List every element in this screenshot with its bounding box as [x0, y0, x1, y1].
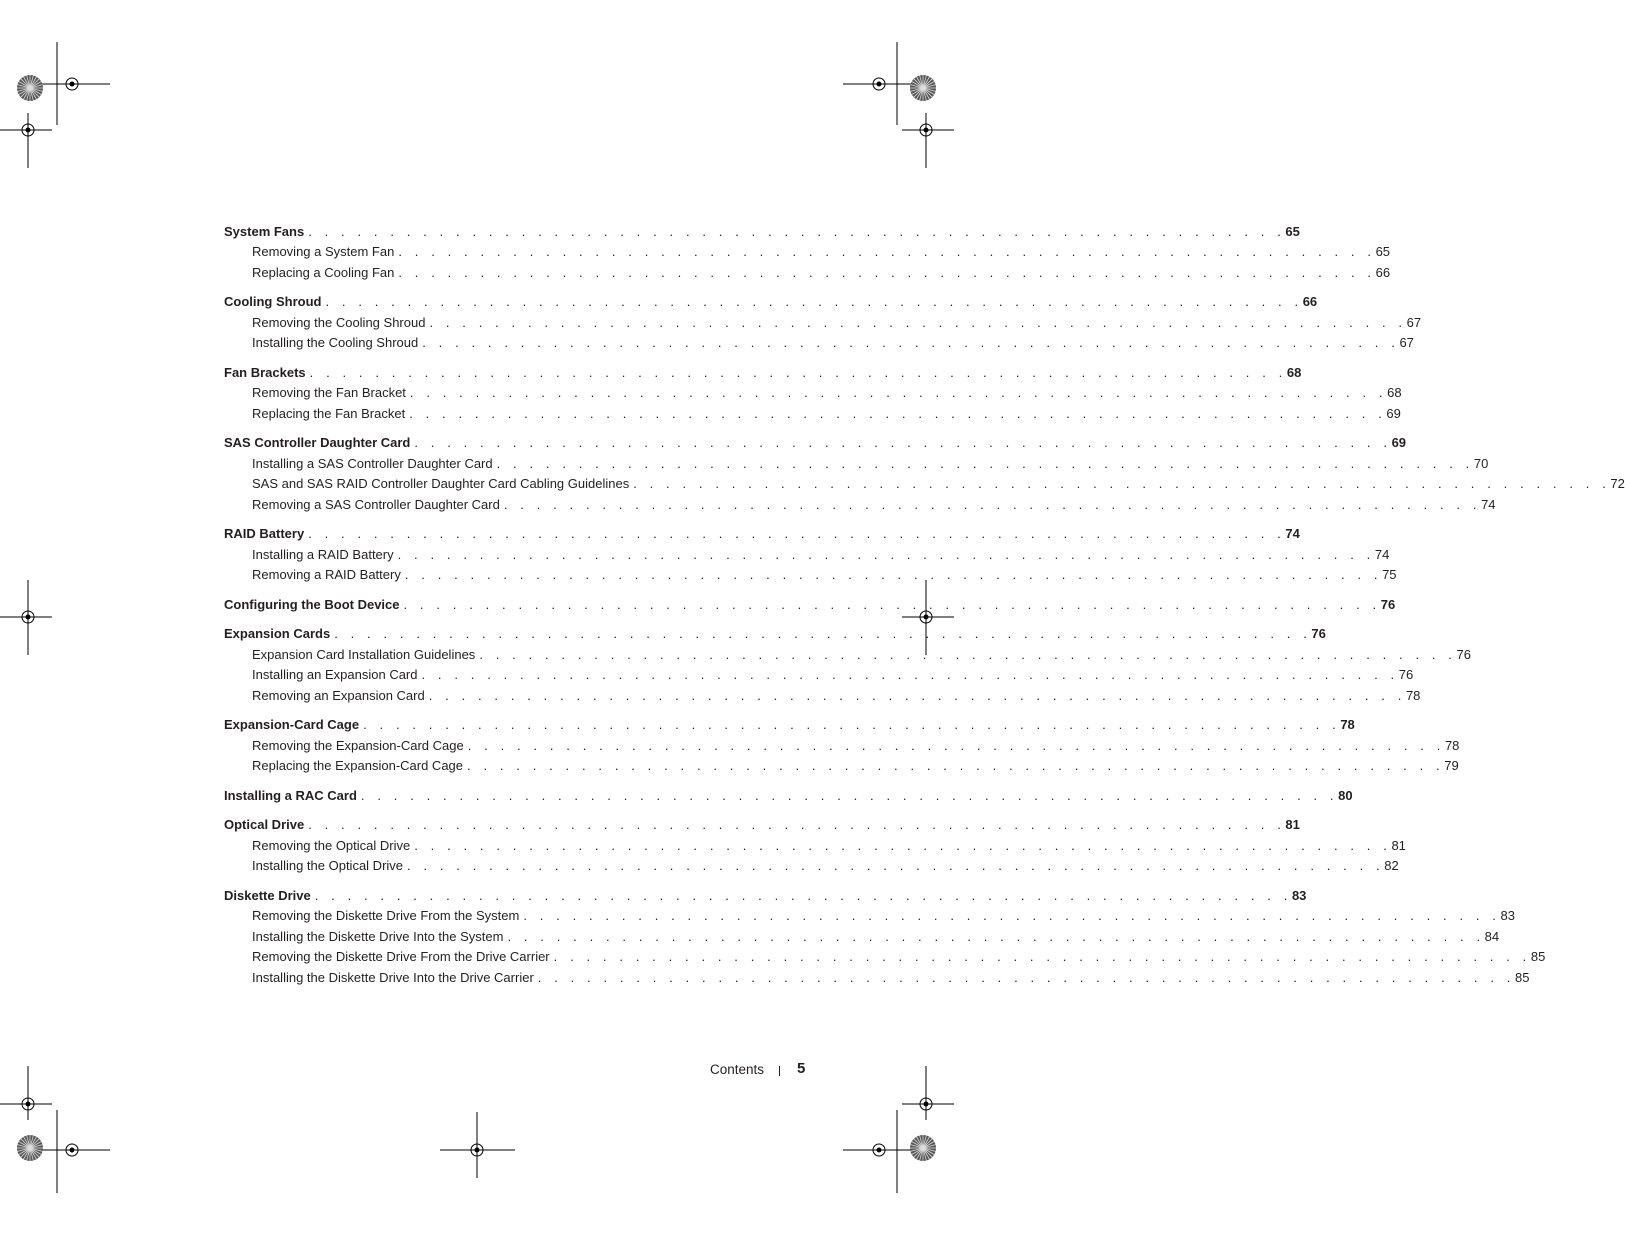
- toc-entry-title: Installing a SAS Controller Daughter Card: [252, 455, 493, 471]
- toc-subsection-entry[interactable]: [224, 491, 1496, 512]
- toc-entry-title: Installing the Cooling Shroud: [252, 335, 419, 350]
- toc-leader-dots: . . . . . . . . . . . . . . . . . . . . . . . . . . . . . . . . . . . . . . . . . . . . . . . . . . . . . . . . . . . .: [308, 817, 1286, 832]
- toc-subsection-entry[interactable]: [224, 964, 1530, 985]
- toc-entry-page: 72: [1610, 476, 1625, 491]
- toc-subsection-entry[interactable]: [224, 753, 1459, 774]
- toc-entry-page: 65: [1375, 244, 1391, 259]
- toc-entry-title: Installing a RAC Card: [224, 787, 357, 803]
- toc-subsection-entry[interactable]: [224, 330, 1414, 351]
- toc-leader-dots: . . . . . . . . . . . . . . . . . . . . . . . . . . . . . . . . . . . . . . . . . . . . . . . . . . . . . . . . . . . .: [309, 364, 1287, 380]
- toc-leader-dots: . . . . . . . . . . . . . . . . . . . . . . . . . . . . . . . . . . . . . . . . . . . . . . . . . . . . . . . . . . . .: [409, 385, 1388, 400]
- toc-entry-title: Removing the Fan Bracket: [252, 385, 406, 400]
- toc-entry-page: 85: [1530, 949, 1546, 964]
- toc-entry-page: 67: [1406, 314, 1422, 330]
- toc-entry-title: Removing the Cooling Shroud: [252, 314, 426, 330]
- toc-leader-dots: . . . . . . . . . . . . . . . . . . . . . . . . . . . . . . . . . . . . . . . . . . . . . . . . . . . . . . . . . . . .: [507, 928, 1485, 944]
- toc-leader-dots: . . . . . . . . . . . . . . . . . . . . . . . . . . . . . . . . . . . . . . . . . . . . . . . . . . . . . . . . . . . .: [409, 405, 1387, 421]
- toc-leader-dots: . . . . . . . . . . . . . . . . . . . . . . . . . . . . . . . . . . . . . . . . . . . . . . . . . . . . . . . . . . . .: [398, 244, 1376, 259]
- toc-entry-page: 70: [1473, 455, 1489, 471]
- toc-entry-page: 78: [1340, 717, 1355, 732]
- toc-entry-title: Removing a SAS Controller Daughter Card: [252, 496, 500, 512]
- toc-entry-page: 69: [1391, 435, 1407, 450]
- toc-entry-title: Expansion Cards: [224, 626, 331, 641]
- toc-subsection-entry[interactable]: [224, 400, 1401, 421]
- toc-entry-title: Installing a RAID Battery: [252, 546, 394, 562]
- toc-leader-dots: . . . . . . . . . . . . . . . . . . . . . . . . . . . . . . . . . . . . . . . . . . . . . . . . . . . . . . . . . . . .: [503, 496, 1482, 512]
- toc-subsection-entry[interactable]: [224, 832, 1406, 853]
- toc-entry-page: 76: [1380, 596, 1396, 612]
- toc-entry-page: 78: [1444, 737, 1460, 753]
- toc-entry-title: Removing the Diskette Drive From the System: [252, 908, 520, 923]
- toc-leader-dots: . . . . . . . . . . . . . . . . . . . . . . . . . . . . . . . . . . . . . . . . . . . . . . . . . . . . . . . . . . . .: [398, 264, 1376, 280]
- toc-leader-dots: . . . . . . . . . . . . . . . . . . . . . . . . . . . . . . . . . . . . . . . . . . . . . . . . . . . . . . . . . . . .: [404, 567, 1383, 582]
- toc-entry-page: 83: [1500, 908, 1515, 923]
- toc-leader-dots: . . . . . . . . . . . . . . . . . . . . . . . . . . . . . . . . . . . . . . . . . . . . . . . . . . . . . . . . . . . .: [467, 737, 1445, 753]
- toc-section-entry[interactable]: [224, 591, 1396, 612]
- toc-subsection-entry[interactable]: [224, 944, 1546, 965]
- toc-entry-page: 66: [1375, 264, 1391, 280]
- toc-subsection-entry[interactable]: [224, 562, 1397, 583]
- toc-section-entry[interactable]: [224, 218, 1300, 239]
- toc-entry-page: 67: [1399, 335, 1414, 350]
- toc-leader-dots: . . . . . . . . . . . . . . . . . . . . . . . . . . . . . . . . . . . . . . . . . . . . . . . . . . . . . . . . . . . .: [397, 546, 1375, 562]
- toc-entry-page: 76: [1456, 646, 1471, 662]
- toc-subsection-entry[interactable]: [224, 471, 1625, 492]
- color-star-target-icon: [910, 1135, 936, 1161]
- toc-leader-dots: . . . . . . . . . . . . . . . . . . . . . . . . . . . . . . . . . . . . . . . . . . . . . . . . . . . . . . . . . . . .: [325, 294, 1303, 309]
- toc-leader-dots: . . . . . . . . . . . . . . . . . . . . . . . . . . . . . . . . . . . . . . . . . . . . . . . . . . . . . . . . . . . .: [523, 908, 1501, 923]
- toc-leader-dots: . . . . . . . . . . . . . . . . . . . . . . . . . . . . . . . . . . . . . . . . . . . . . . . . . . . . . . . . . . . .: [308, 526, 1286, 541]
- toc-leader-dots: . . . . . . . . . . . . . . . . . . . . . . . . . . . . . . . . . . . . . . . . . . . . . . . . . . . . . . . . . . . .: [403, 596, 1381, 612]
- toc-section-entry[interactable]: [224, 812, 1300, 833]
- toc-section-entry[interactable]: [224, 782, 1353, 803]
- toc-leader-dots: . . . . . . . . . . . . . . . . . . . . . . . . . . . . . . . . . . . . . . . . . . . . . . . . . . . . . . . . . . . .: [467, 758, 1445, 773]
- toc-subsection-entry[interactable]: [224, 853, 1399, 874]
- toc-entry-title: Removing a RAID Battery: [252, 567, 401, 582]
- toc-entry-title: System Fans: [224, 223, 305, 239]
- toc-section-entry[interactable]: [224, 430, 1407, 451]
- footer-section-title: Contents: [710, 1062, 765, 1077]
- toc-entry-title: SAS Controller Daughter Card: [224, 435, 411, 450]
- table-of-contents: [224, 218, 1625, 985]
- toc-entry-title: RAID Battery: [224, 526, 305, 541]
- toc-entry-page: 75: [1382, 567, 1397, 582]
- toc-entry-title: Installing the Optical Drive: [252, 858, 404, 873]
- toc-subsection-entry[interactable]: [224, 380, 1402, 401]
- toc-subsection-entry[interactable]: [224, 259, 1391, 280]
- page-number: 5: [797, 1060, 806, 1077]
- toc-subsection-entry[interactable]: [224, 732, 1460, 753]
- toc-entry-title: SAS and SAS RAID Controller Daughter Card Cabling Guidelines: [252, 476, 630, 491]
- toc-entry-page: 85: [1515, 969, 1530, 985]
- toc-leader-dots: . . . . . . . . . . . . . . . . . . . . . . . . . . . . . . . . . . . . . . . . . . . . . . . . . . . . . . . . . . . .: [314, 887, 1292, 903]
- toc-leader-dots: . . . . . . . . . . . . . . . . . . . . . . . . . . . . . . . . . . . . . . . . . . . . . . . . . . . . . . . . . . . .: [363, 717, 1341, 732]
- toc-leader-dots: . . . . . . . . . . . . . . . . . . . . . . . . . . . . . . . . . . . . . . . . . . . . . . . . . . . . . . . . . . . .: [407, 858, 1385, 873]
- toc-entry-page: 82: [1384, 858, 1399, 873]
- toc-entry-page: 76: [1311, 626, 1326, 641]
- toc-entry-page: 78: [1405, 687, 1421, 703]
- toc-leader-dots: . . . . . . . . . . . . . . . . . . . . . . . . . . . . . . . . . . . . . . . . . . . . . . . . . . . . . . . . . . . .: [414, 837, 1392, 853]
- toc-entry-title: Removing the Diskette Drive From the Drive Carrier: [252, 949, 550, 964]
- color-star-target-icon: [17, 1135, 43, 1161]
- toc-leader-dots: . . . . . . . . . . . . . . . . . . . . . . . . . . . . . . . . . . . . . . . . . . . . . . . . . . . . . . . . . . . .: [428, 687, 1406, 703]
- toc-leader-dots: . . . . . . . . . . . . . . . . . . . . . . . . . . . . . . . . . . . . . . . . . . . . . . . . . . . . . . . . . . . .: [633, 476, 1611, 491]
- toc-subsection-entry[interactable]: [224, 682, 1421, 703]
- toc-entry-title: Removing a System Fan: [252, 244, 395, 259]
- toc-leader-dots: . . . . . . . . . . . . . . . . . . . . . . . . . . . . . . . . . . . . . . . . . . . . . . . . . . . . . . . . . . . .: [360, 787, 1339, 803]
- toc-entry-title: Expansion-Card Cage: [224, 717, 360, 732]
- toc-leader-dots: . . . . . . . . . . . . . . . . . . . . . . . . . . . . . . . . . . . . . . . . . . . . . . . . . . . . . . . . . . . .: [479, 646, 1457, 662]
- toc-section-entry[interactable]: [224, 621, 1326, 642]
- toc-entry-title: Cooling Shroud: [224, 294, 322, 309]
- toc-entry-title: Fan Brackets: [224, 364, 306, 380]
- toc-entry-title: Expansion Card Installation Guidelines: [252, 646, 476, 662]
- toc-entry-title: Installing the Diskette Drive Into the System: [252, 928, 504, 944]
- toc-entry-title: Configuring the Boot Device: [224, 596, 400, 612]
- toc-entry-page: 81: [1391, 837, 1406, 853]
- toc-entry-page: 68: [1286, 364, 1302, 380]
- toc-entry-title: Installing an Expansion Card: [252, 667, 418, 682]
- toc-leader-dots: . . . . . . . . . . . . . . . . . . . . . . . . . . . . . . . . . . . . . . . . . . . . . . . . . . . . . . . . . . . .: [553, 949, 1531, 964]
- toc-section-entry[interactable]: [224, 712, 1355, 733]
- toc-entry-page: 79: [1444, 758, 1459, 773]
- toc-entry-page: 74: [1481, 496, 1496, 512]
- toc-entry-title: Optical Drive: [224, 817, 305, 832]
- toc-subsection-entry[interactable]: [224, 541, 1390, 562]
- toc-entry-page: 80: [1338, 787, 1353, 803]
- toc-entry-title: Removing the Expansion-Card Cage: [252, 737, 464, 753]
- toc-entry-title: Replacing a Cooling Fan: [252, 264, 395, 280]
- toc-leader-dots: . . . . . . . . . . . . . . . . . . . . . . . . . . . . . . . . . . . . . . . . . . . . . . . . . . . . . . . . . . . .: [414, 435, 1392, 450]
- toc-entry-title: Replacing the Expansion-Card Cage: [252, 758, 464, 773]
- toc-subsection-entry[interactable]: [224, 309, 1422, 330]
- toc-leader-dots: . . . . . . . . . . . . . . . . . . . . . . . . . . . . . . . . . . . . . . . . . . . . . . . . . . . . . . . . . . . .: [421, 667, 1399, 682]
- toc-entry-page: 69: [1386, 405, 1401, 421]
- toc-entry-page: 83: [1291, 887, 1307, 903]
- footer-separator: [779, 1066, 780, 1076]
- toc-leader-dots: . . . . . . . . . . . . . . . . . . . . . . . . . . . . . . . . . . . . . . . . . . . . . . . . . . . . . . . . . . . .: [537, 969, 1515, 985]
- toc-entry-title: Removing an Expansion Card: [252, 687, 425, 703]
- toc-entry-title: Removing the Optical Drive: [252, 837, 411, 853]
- toc-entry-page: 66: [1302, 294, 1318, 309]
- toc-subsection-entry[interactable]: [224, 903, 1515, 924]
- toc-entry-page: 65: [1285, 223, 1300, 239]
- toc-entry-page: 84: [1484, 928, 1500, 944]
- toc-leader-dots: . . . . . . . . . . . . . . . . . . . . . . . . . . . . . . . . . . . . . . . . . . . . . . . . . . . . . . . . . . . .: [334, 626, 1312, 641]
- toc-section-entry[interactable]: [224, 289, 1318, 310]
- toc-entry-page: 68: [1387, 385, 1402, 400]
- toc-entry-page: 74: [1374, 546, 1390, 562]
- toc-entry-page: 76: [1398, 667, 1414, 682]
- toc-leader-dots: . . . . . . . . . . . . . . . . . . . . . . . . . . . . . . . . . . . . . . . . . . . . . . . . . . . . . . . . . . . .: [429, 314, 1407, 330]
- toc-entry-page: 74: [1285, 526, 1300, 541]
- toc-leader-dots: . . . . . . . . . . . . . . . . . . . . . . . . . . . . . . . . . . . . . . . . . . . . . . . . . . . . . . . . . . . .: [496, 455, 1474, 471]
- toc-leader-dots: . . . . . . . . . . . . . . . . . . . . . . . . . . . . . . . . . . . . . . . . . . . . . . . . . . . . . . . . . . . .: [422, 335, 1400, 350]
- toc-section-entry[interactable]: [224, 359, 1302, 380]
- toc-section-entry[interactable]: [224, 521, 1300, 542]
- toc-leader-dots: . . . . . . . . . . . . . . . . . . . . . . . . . . . . . . . . . . . . . . . . . . . . . . . . . . . . . . . . . . . .: [308, 223, 1286, 239]
- toc-subsection-entry[interactable]: [224, 923, 1500, 944]
- toc-section-entry[interactable]: [224, 882, 1307, 903]
- toc-entry-title: Installing the Diskette Drive Into the Drive Carrier: [252, 969, 534, 985]
- toc-subsection-entry[interactable]: [224, 662, 1414, 683]
- color-star-target-icon: [17, 75, 43, 101]
- toc-subsection-entry[interactable]: [224, 450, 1489, 471]
- toc-subsection-entry[interactable]: [224, 641, 1471, 662]
- toc-entry-title: Replacing the Fan Bracket: [252, 405, 406, 421]
- color-star-target-icon: [910, 75, 936, 101]
- toc-entry-title: Diskette Drive: [224, 887, 311, 903]
- toc-entry-page: 81: [1285, 817, 1300, 832]
- toc-subsection-entry[interactable]: [224, 239, 1391, 260]
